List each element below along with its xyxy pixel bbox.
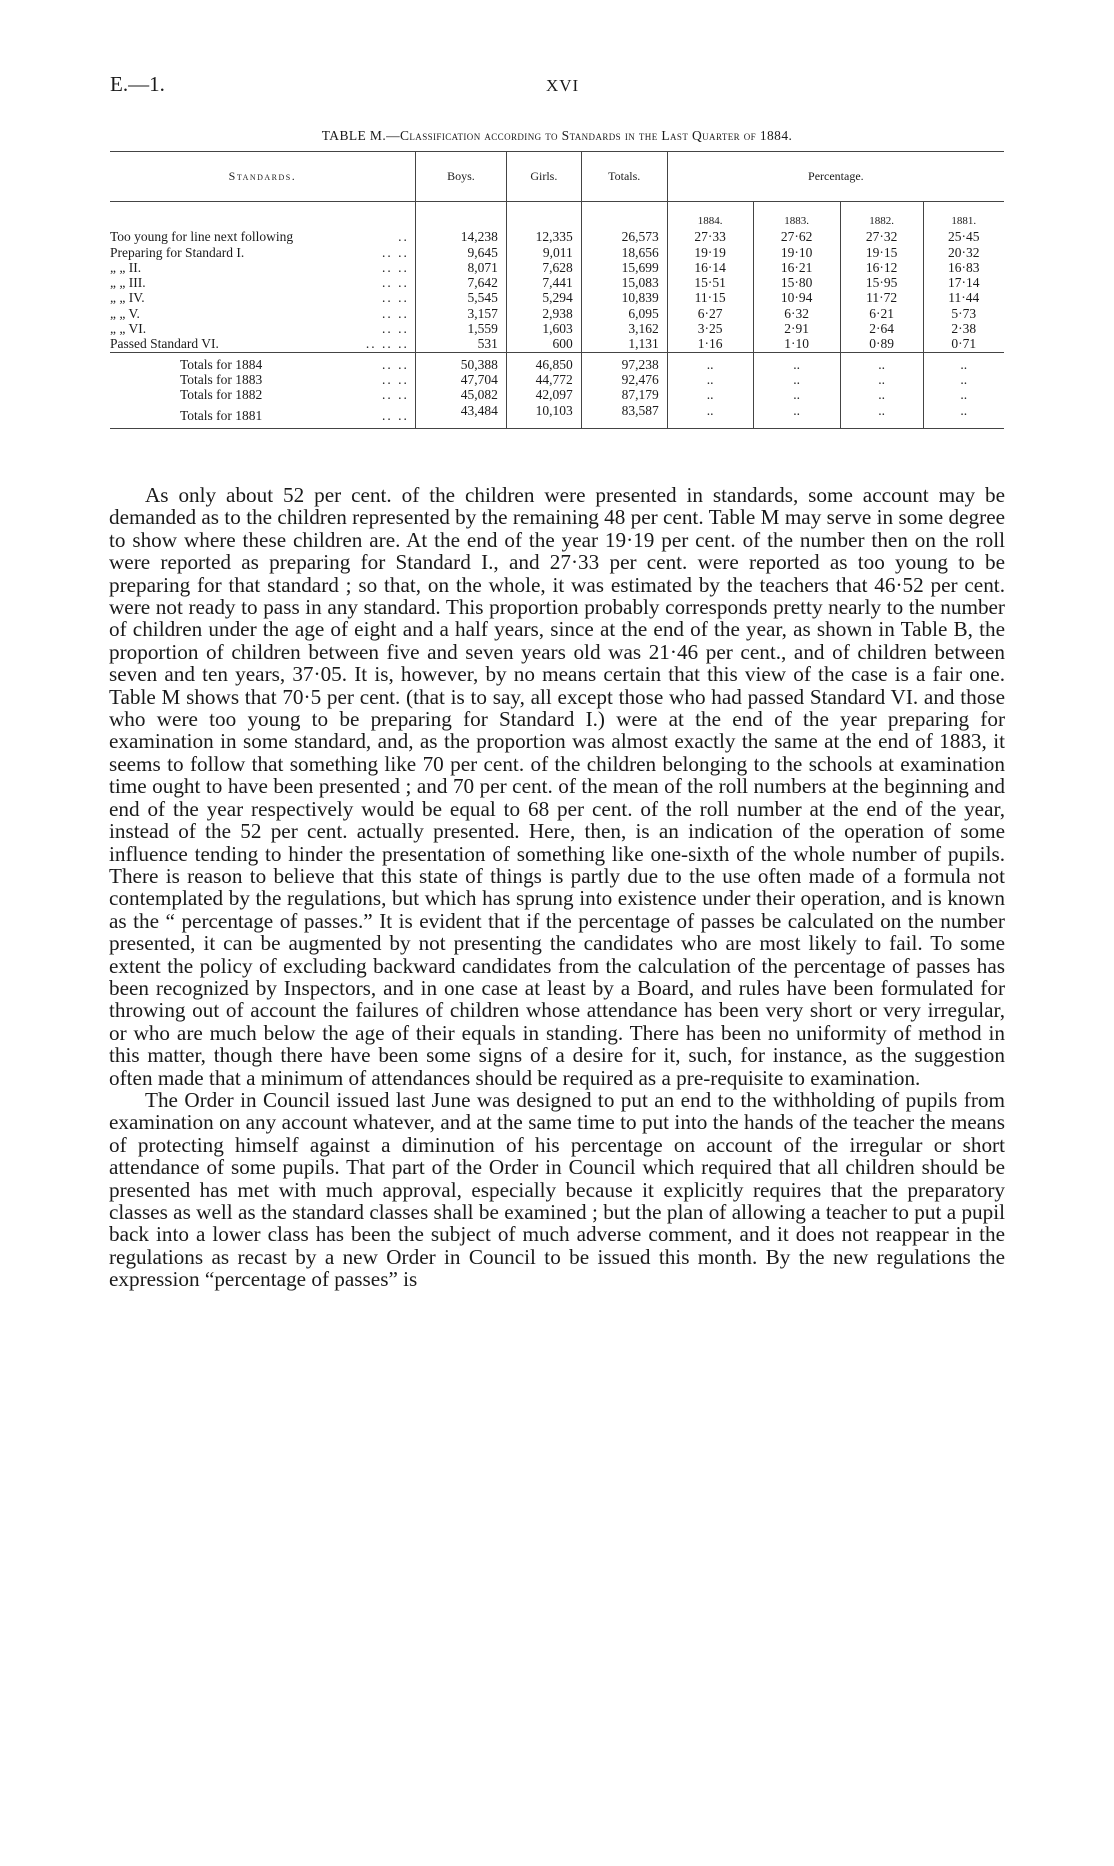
row-label-cell	[110, 245, 415, 260]
year-1881: 1881.	[923, 202, 1004, 230]
table-row	[110, 321, 1004, 336]
row-label: Totals for 1884	[180, 356, 263, 372]
percent-cell: 19·15	[840, 245, 923, 260]
totals-cell: 6,095	[581, 306, 667, 321]
row-label: „ „ III.	[110, 275, 146, 291]
percent-cell: 1·16	[667, 336, 753, 352]
percent-cell: 10·94	[753, 290, 840, 305]
leader-dots: .. ..	[382, 356, 409, 372]
percent-cell: 15·51	[667, 275, 753, 290]
year-1884: 1884.	[667, 202, 753, 230]
row-label: Passed Standard VI.	[110, 336, 219, 352]
boys-cell: 5,545	[415, 290, 506, 305]
percent-cell: 20·32	[923, 245, 1004, 260]
leader-dots: .. ..	[382, 259, 409, 275]
row-label: Totals for 1882	[180, 387, 263, 403]
boys-cell: 7,642	[415, 275, 506, 290]
percent-cell: 27·62	[753, 229, 840, 244]
percent-cell: 11·44	[923, 290, 1004, 305]
percent-cell: ..	[923, 372, 1004, 387]
row-label: „ „ II.	[110, 259, 142, 275]
boys-cell: 47,704	[415, 372, 506, 387]
percent-cell: 19·19	[667, 245, 753, 260]
percent-cell: 27·33	[667, 229, 753, 244]
row-label-cell	[110, 336, 415, 352]
row-label-cell	[110, 306, 415, 321]
percent-cell: 2·38	[923, 321, 1004, 336]
percent-cell: 3·25	[667, 321, 753, 336]
col-percentage: Percentage.	[667, 152, 1004, 202]
percent-cell: 6·27	[667, 306, 753, 321]
percent-cell: 25·45	[923, 229, 1004, 244]
percent-cell: 0·71	[923, 336, 1004, 352]
totals-cell: 1,131	[581, 336, 667, 352]
percent-cell: 27·32	[840, 229, 923, 244]
table-row	[110, 290, 1004, 305]
classification-table	[110, 151, 1004, 429]
percent-cell: 16·12	[840, 260, 923, 275]
totals-cell: 3,162	[581, 321, 667, 336]
leader-dots: .. ..	[382, 407, 409, 423]
leader-dots: .. ..	[382, 244, 409, 260]
percent-cell: 15·80	[753, 275, 840, 290]
row-label: Totals for 1881	[180, 407, 263, 423]
row-label: Totals for 1883	[180, 371, 263, 387]
percent-cell: ..	[840, 357, 923, 372]
paragraph-2: The Order in Council issued last June was designed to put an end to the withholding of pupils from examination on any account whatever, and at the same time to put into the hands of the teacher the means of protecting himself against a diminution of his percentage on account of the irregular or short attendance of some pupils. That part of the Order in Council which required that all children should be presented has met with much approval, especially because it explicitly requires that the preparatory classes as well as the standard classes shall be examined ; but the plan of allowing a teacher to put a pupil back into a lower class has been the subject of much adverse comment, and it does not reappear in the regulations as recast by a new Order in Council to be issued this month. By the new regulations the expression “percentage of passes” is	[109, 1087, 1005, 1292]
row-label-cell	[110, 403, 415, 429]
totals-cell: 87,179	[581, 387, 667, 402]
table-row	[110, 275, 1004, 290]
year-1883: 1883.	[753, 202, 840, 230]
boys-cell: 45,082	[415, 387, 506, 402]
page-number: XVI	[546, 76, 580, 95]
totals-row	[110, 387, 1004, 402]
girls-cell: 1,603	[506, 321, 581, 336]
girls-cell: 2,938	[506, 306, 581, 321]
leader-dots: .. ..	[382, 305, 409, 321]
table-header-row	[110, 152, 1004, 202]
percent-cell: ..	[667, 372, 753, 387]
totals-cell: 83,587	[581, 403, 667, 429]
percent-cell: 17·14	[923, 275, 1004, 290]
row-label-cell	[110, 275, 415, 290]
boys-cell: 3,157	[415, 306, 506, 321]
girls-cell: 42,097	[506, 387, 581, 402]
year-1882: 1882.	[840, 202, 923, 230]
percent-cell: ..	[923, 403, 1004, 429]
totals-cell: 92,476	[581, 372, 667, 387]
percent-cell: ..	[753, 357, 840, 372]
years-row	[110, 202, 1004, 230]
percent-cell: ..	[923, 357, 1004, 372]
boys-cell: 1,559	[415, 321, 506, 336]
percent-cell: 16·83	[923, 260, 1004, 275]
totals-row	[110, 372, 1004, 387]
col-girls: Girls.	[506, 152, 581, 202]
percent-cell: 15·95	[840, 275, 923, 290]
percent-cell: 11·72	[840, 290, 923, 305]
percent-cell: ..	[667, 387, 753, 402]
totals-cell: 26,573	[581, 229, 667, 244]
leader-dots: ..	[398, 229, 409, 245]
table-row	[110, 229, 1004, 244]
percent-cell: ..	[923, 387, 1004, 402]
row-label-cell	[110, 260, 415, 275]
row-label: „ „ IV.	[110, 290, 145, 306]
row-label-cell	[110, 372, 415, 387]
percent-cell: 16·21	[753, 260, 840, 275]
table-row	[110, 336, 1004, 352]
percent-cell: ..	[840, 372, 923, 387]
totals-cell: 10,839	[581, 290, 667, 305]
row-label-cell	[110, 321, 415, 336]
percent-cell: ..	[753, 387, 840, 402]
body-text	[109, 484, 1005, 1291]
boys-cell: 50,388	[415, 357, 506, 372]
girls-cell: 46,850	[506, 357, 581, 372]
row-label-cell	[110, 357, 415, 372]
girls-cell: 44,772	[506, 372, 581, 387]
col-boys: Boys.	[415, 152, 506, 202]
percent-cell: 19·10	[753, 245, 840, 260]
girls-cell: 7,441	[506, 275, 581, 290]
boys-cell: 531	[415, 336, 506, 352]
percent-cell: 1·10	[753, 336, 840, 352]
leader-dots: .. ..	[382, 371, 409, 387]
boys-cell: 14,238	[415, 229, 506, 244]
girls-cell: 7,628	[506, 260, 581, 275]
percent-cell: ..	[667, 403, 753, 429]
row-label: „ „ VI.	[110, 321, 147, 337]
boys-cell: 9,645	[415, 245, 506, 260]
row-label-cell	[110, 290, 415, 305]
row-label: „ „ V.	[110, 305, 140, 321]
table-title: TABLE M.—Classification according to Standards in the Last Quarter of 1884.	[321, 128, 793, 143]
row-label: Too young for line next following	[110, 229, 294, 245]
percent-cell: ..	[753, 372, 840, 387]
percent-cell: ..	[840, 403, 923, 429]
leader-dots: .. ..	[382, 275, 409, 291]
totals-row	[110, 357, 1004, 372]
leader-dots: .. .. ..	[365, 336, 409, 352]
girls-cell: 5,294	[506, 290, 581, 305]
percent-cell: 11·15	[667, 290, 753, 305]
leader-dots: .. ..	[382, 321, 409, 337]
percent-cell: 6·32	[753, 306, 840, 321]
girls-cell: 12,335	[506, 229, 581, 244]
document-reference: E.—1.	[110, 72, 165, 96]
girls-cell: 9,011	[506, 245, 581, 260]
percent-cell: ..	[667, 357, 753, 372]
leader-dots: .. ..	[382, 290, 409, 306]
totals-cell: 97,238	[581, 357, 667, 372]
percent-cell: ..	[840, 387, 923, 402]
girls-cell: 10,103	[506, 403, 581, 429]
percent-cell: 2·64	[840, 321, 923, 336]
percent-cell: 5·73	[923, 306, 1004, 321]
table-body	[110, 202, 1004, 429]
totals-cell: 18,656	[581, 245, 667, 260]
col-totals: Totals.	[581, 152, 667, 202]
percent-cell: 2·91	[753, 321, 840, 336]
girls-cell: 600	[506, 336, 581, 352]
boys-cell: 8,071	[415, 260, 506, 275]
leader-dots: .. ..	[382, 387, 409, 403]
paragraph-1: As only about 52 per cent. of the children were presented in standards, some account may be demanded as to the children represented by the remaining 48 per cent. Table M may serve in some degree to show where these children are. At the end of the year 19·19 per cent. of the number then on the roll were reported as preparing for Standard I., and 27·33 per cent. were reported as too young to be preparing for that standard ; so that, on the whole, it was estimated by the teachers that 46·52 per cent. were not ready to pass in any standard. This proportion probably corresponds pretty nearly to the number of children under the age of eight and a half years, since at the end of the year, as shown in Table B, the proportion of children between five and seven years old was 21·46 per cent., and of children between seven and ten years, 37·05. It is, however, by no means certain that this view of the case is a fair one. Table M shows that 70·5 per cent. (that is to say, all except those who had passed Standard VI. and those who were too young to be preparing for Standard I.) were at the end of the year preparing for examination in some standard, and, as the proportion was almost exactly the same at the end of 1883, it seems to follow that something like 70 per cent. of the children belonging to the schools at examination time ought to have been presented ; and 70 per cent. of the mean of the roll numbers at the beginning and end of the year respectively would be equal to 68 per cent. of the roll number at the end of the year, instead of the 52 per cent. actually presented. Here, then, is an indication of the operation of some influence tending to hinder the presentation of something like one-sixth of the whole number of pupils. There is reason to believe that this state of things is partly due to the use often made of a formula not contemplated by the regulations, but which has sprung into existence under their operation, and is known as the “ percentage of passes.” It is evident that if the percentage of passes be calculated on the number presented, it can be augmented by not presenting the candidates who are most likely to fail. To some extent the policy of excluding backward candidates from the calculation of the percentage of passes has been recognized by Inspectors, and in one case at least by a Board, and rules have been formulated for throwing out of account the failures of children whose attendance has been very short or very irregular, or who are much below the age of their equals in standing. There has been no uniformity of method in this matter, though there have been some signs of a desire for it, such, for instance, as the suggestion often made that a minimum of attendances should be required as a pre-requisite to examination.	[109, 483, 1005, 1090]
totals-cell: 15,083	[581, 275, 667, 290]
col-standards: Standards.	[110, 152, 415, 202]
row-label-cell	[110, 387, 415, 402]
table-row	[110, 245, 1004, 260]
percent-cell: 6·21	[840, 306, 923, 321]
boys-cell: 43,484	[415, 403, 506, 429]
totals-row	[110, 403, 1004, 429]
percent-cell: ..	[753, 403, 840, 429]
percent-cell: 16·14	[667, 260, 753, 275]
table-row	[110, 306, 1004, 321]
totals-cell: 15,699	[581, 260, 667, 275]
row-label: Preparing for Standard I.	[110, 244, 245, 260]
percent-cell: 0·89	[840, 336, 923, 352]
row-label-cell	[110, 229, 415, 244]
table-row	[110, 260, 1004, 275]
